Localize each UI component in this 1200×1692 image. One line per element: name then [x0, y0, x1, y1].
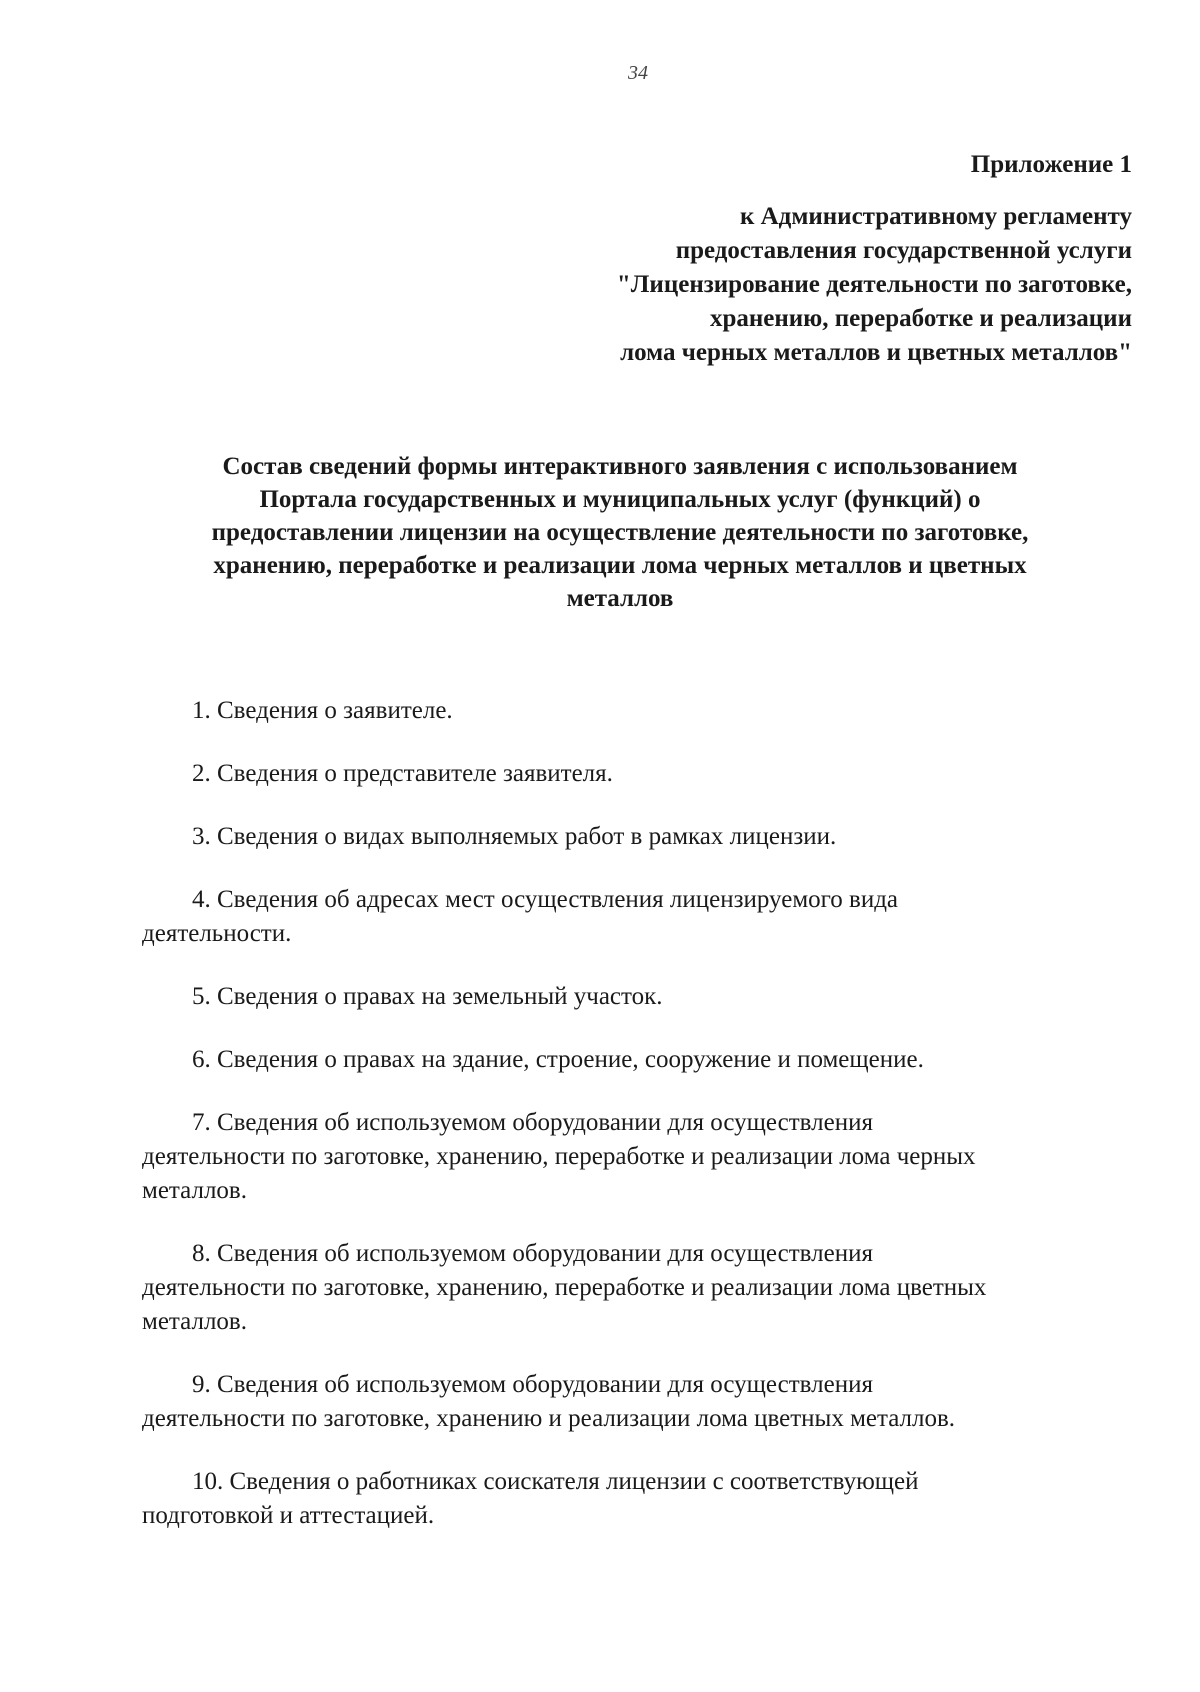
list-item: [142, 1368, 1102, 1436]
list-item: [142, 1237, 1102, 1339]
item-line: 6. Сведения о правах на здание, строение, сооружение и помещение.: [192, 1046, 924, 1073]
heading-line: металлов: [566, 585, 674, 612]
appendix-line: лома черных металлов и цветных металлов": [620, 339, 1132, 366]
appendix-block: [617, 148, 1132, 370]
item-line: 3. Сведения о видах выполняемых работ в рамках лицензии.: [192, 823, 837, 850]
appendix-line: предоставления государственной услуги: [675, 237, 1132, 264]
list-item: [142, 980, 1102, 1014]
list-item: [142, 1043, 1102, 1077]
item-line: 2. Сведения о представителе заявителя.: [192, 760, 613, 787]
item-line: 4. Сведения об адресах мест осуществления лицензируемого вида: [192, 886, 899, 913]
appendix-title: Приложение 1: [970, 151, 1132, 178]
list-item: [142, 820, 1102, 854]
item-line: 10. Сведения о работниках соискателя лицензии с соответствующей: [192, 1468, 919, 1495]
item-line: 9. Сведения об используемом оборудовании для осуществления: [192, 1371, 873, 1398]
item-line: деятельности по заготовке, хранению, переработке и реализации лома черных: [142, 1143, 976, 1170]
heading-line: хранению, переработке и реализации лома черных металлов и цветных: [213, 552, 1027, 579]
heading-line: предоставлении лицензии на осуществление деятельности по заготовке,: [211, 519, 1029, 546]
list-item: [142, 1106, 1102, 1208]
item-line: деятельности по заготовке, хранению, переработке и реализации лома цветных: [142, 1274, 987, 1301]
appendix-line: "Лицензирование деятельности по заготовке,: [616, 271, 1132, 298]
item-line: 5. Сведения о правах на земельный участок.: [192, 983, 663, 1010]
item-line: 7. Сведения об используемом оборудовании для осуществления: [192, 1109, 873, 1136]
list-item: [142, 1465, 1102, 1533]
document-heading: [140, 450, 1100, 615]
items-list: [142, 694, 1102, 1562]
appendix-line: к Административному регламенту: [739, 203, 1132, 230]
item-line: металлов.: [142, 1177, 247, 1204]
item-line: деятельности по заготовке, хранению и реализации лома цветных металлов.: [142, 1405, 956, 1432]
item-line: 8. Сведения об используемом оборудовании для осуществления: [192, 1240, 873, 1267]
list-item: [142, 757, 1102, 791]
item-line: подготовкой и аттестацией.: [142, 1502, 435, 1529]
heading-line: Портала государственных и муниципальных услуг (функций) о: [259, 486, 981, 513]
list-item: [142, 883, 1102, 951]
item-line: деятельности.: [142, 920, 292, 947]
appendix-line: хранению, переработке и реализации: [709, 305, 1132, 332]
item-line: металлов.: [142, 1308, 247, 1335]
item-line: 1. Сведения о заявителе.: [192, 697, 453, 724]
page-number: 34: [628, 62, 648, 84]
heading-line: Состав сведений формы интерактивного заявления с использованием: [222, 453, 1018, 480]
list-item: [142, 694, 1102, 728]
